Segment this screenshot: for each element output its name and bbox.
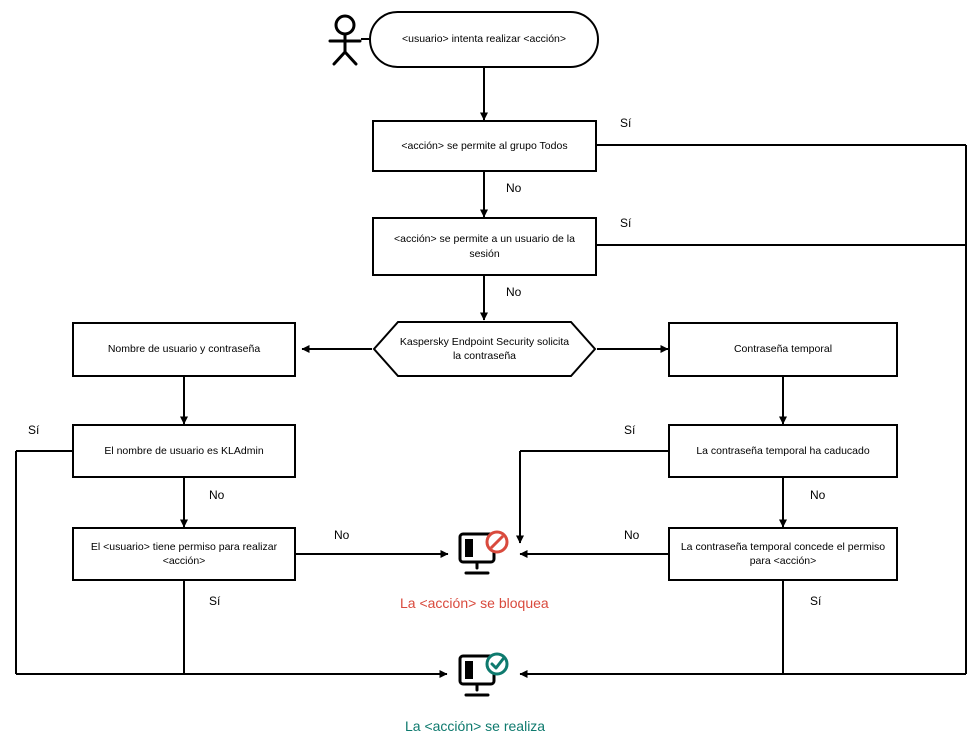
node-password-prompt-label: Kaspersky Endpoint Security solicita la contraseña <box>399 335 570 362</box>
node-user-has-permission <box>72 527 296 581</box>
node-allowed-everyone <box>372 120 597 172</box>
edge-label-permission-yes: Sí <box>209 594 221 608</box>
edge-label-kladmin-yes: Sí <box>28 423 40 437</box>
node-is-kladmin <box>72 424 296 478</box>
node-is-kladmin-label: El nombre de usuario es KLAdmin <box>104 444 264 457</box>
node-start <box>369 11 599 68</box>
node-username-password <box>72 322 296 377</box>
node-start-label: <usuario> intenta realizar <acción> <box>401 33 567 46</box>
node-temp-expired-label: La contraseña temporal ha caducado <box>696 444 870 457</box>
monitor-blocked-icon <box>452 528 516 578</box>
node-allowed-everyone-label: <acción> se permite al grupo Todos <box>401 139 568 152</box>
node-user-has-permission-label: El <usuario> tiene permiso para realizar <acción> <box>90 540 278 567</box>
node-password-prompt <box>372 320 597 378</box>
edge-label-permission-no: No <box>334 528 350 542</box>
node-allowed-session-user <box>372 217 597 276</box>
node-temp-password-label: Contraseña temporal <box>733 343 833 356</box>
node-username-password-label: Nombre de usuario y contraseña <box>107 343 261 356</box>
node-allowed-session-user-label: <acción> se permite a un usuario de la sesión <box>394 233 575 260</box>
edge-label-temp-expired-no: No <box>810 488 826 502</box>
edge-label-everyone-no: No <box>506 181 522 195</box>
edge-label-temp-grants-yes: Sí <box>810 594 822 608</box>
result-blocked-label: La <acción> se bloquea <box>400 595 549 611</box>
node-temp-password <box>668 322 898 377</box>
node-temp-expired <box>668 424 898 478</box>
edge-label-temp-grants-no: No <box>624 528 640 542</box>
node-temp-grants-permission <box>668 527 898 581</box>
monitor-check-icon <box>452 650 516 700</box>
node-temp-grants-permission-label: La contraseña temporal concede el permiso para <acción> <box>680 540 886 567</box>
result-done-label: La <acción> se realiza <box>405 718 546 734</box>
edge-label-session-yes: Sí <box>620 216 632 230</box>
edge-label-temp-expired-yes: Sí <box>624 423 636 437</box>
user-icon <box>325 14 365 66</box>
edge-label-kladmin-no: No <box>209 488 225 502</box>
edge-label-session-no: No <box>506 285 522 299</box>
edge-label-everyone-yes: Sí <box>620 116 632 130</box>
